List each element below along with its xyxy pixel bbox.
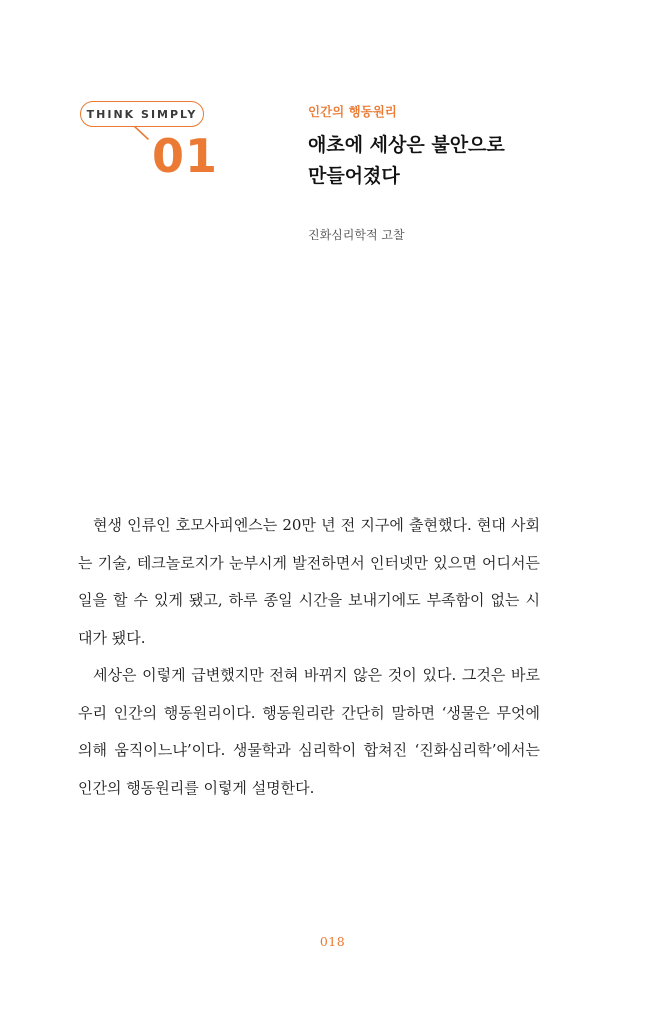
chapter-title-line2: 만들어졌다 [308, 165, 400, 187]
paragraph-1: 현생 인류인 호모사피엔스는 20만 년 전 지구에 출현했다. 현대 사회는 기술, 테크놀로지가 눈부시게 발전하면서 인터넷만 있으면 어디서든 일을 할 수 있게 됐고, 하루 종일 시간을 보내기에도 부족함이 없는 시대가 됐다. [78, 516, 540, 647]
badge-pointer-line [132, 126, 152, 140]
chapter-subtitle: 진화심리학적 고찰 [308, 228, 405, 242]
section-kicker: 인간의 행동원리 [308, 104, 397, 119]
chapter-number: 01 [152, 129, 219, 183]
paragraph-2: 세상은 이렇게 급변했지만 전혀 바뀌지 않은 것이 있다. 그것은 바로 우리 인간의 행동원리이다. 행동원리란 간단히 말하면 ‘생물은 무엇에 의해 움직이느냐’이다. 생물학과 심리학이 합쳐진 ‘진화심리학’에서는 인간의 행동원리를 이렇게 설명한다. [78, 666, 540, 797]
page-number: 018 [319, 934, 346, 949]
body-text [78, 507, 540, 807]
think-simply-badge [80, 101, 204, 127]
chapter-title-line1: 애초에 세상은 불안으로 [308, 134, 505, 156]
chapter-title [308, 130, 608, 192]
badge-label: THINK SIMPLY [86, 107, 198, 121]
